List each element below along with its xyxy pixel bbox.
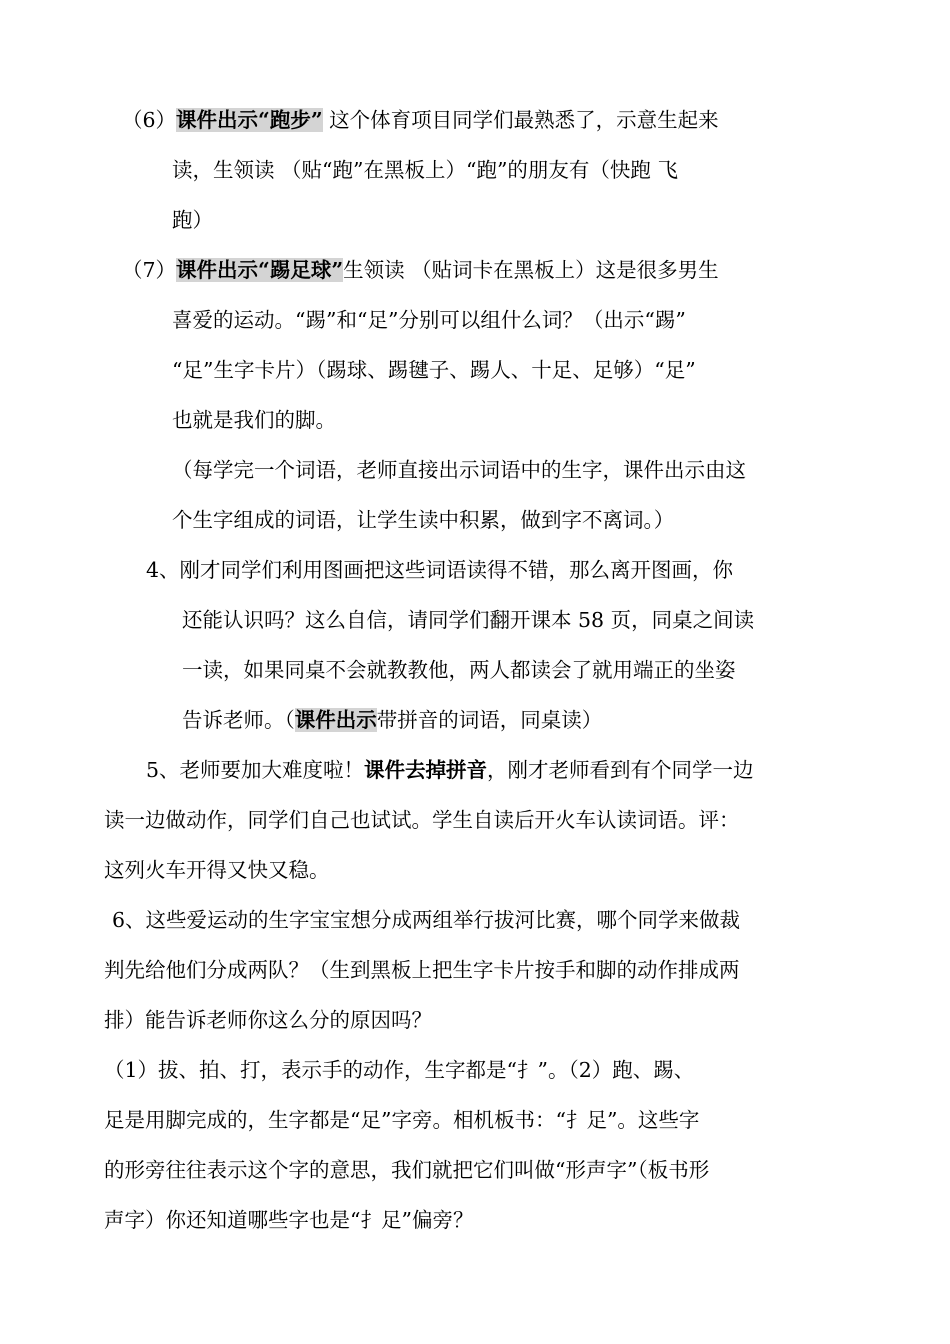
item7-number: （7） xyxy=(122,258,177,282)
step5-text-a: 5、老师要加大难度啦！ xyxy=(146,758,365,782)
item7-text1: 生领读 （贴词卡在黑板上）这是很多男生 xyxy=(343,258,719,282)
item7-line1 xyxy=(122,255,719,285)
explain-line2: 足是用脚完成的，生字都是“足”字旁。相机板书：“扌足”。这些字 xyxy=(104,1108,700,1132)
explain-line4: 声字）你还知道哪些字也是“扌足”偏旁？ xyxy=(104,1208,474,1232)
step4-line2: 还能认识吗？这么自信，请同学们翻开课本 58 页，同桌之间读 xyxy=(182,608,755,632)
note-line2: 个生字组成的词语，让学生读中积累，做到字不离词。） xyxy=(172,508,675,532)
item7-line4: 也就是我们的脚。 xyxy=(172,408,336,432)
note-line1: （每学完一个词语，老师直接出示词语中的生字，课件出示由这 xyxy=(172,458,746,482)
step5-line2: 读一边做动作，同学们自己也试试。学生自读后开火车认读词语。评： xyxy=(104,808,740,832)
step5-line3: 这列火车开得又快又稳。 xyxy=(104,858,330,882)
item6-line3: 跑） xyxy=(172,208,213,232)
item6-highlight: 课件出示“跑步” xyxy=(176,108,323,132)
step4-line3: 一读，如果同桌不会就教教他，两人都读会了就用端正的坐姿 xyxy=(182,658,736,682)
step4-line1: 4、刚才同学们利用图画把这些词语读得不错，那么离开图画，你 xyxy=(146,558,734,582)
step4-line4 xyxy=(182,705,602,735)
step6-line3: 排）能告诉老师你这么分的原因吗？ xyxy=(104,1008,432,1032)
step5-text-c: ，刚才老师看到有个同学一边 xyxy=(487,758,754,782)
item6-line1 xyxy=(122,105,719,135)
item7-line3: “足”生字卡片）（踢球、踢毽子、踢人、十足、足够）“足” xyxy=(172,358,696,382)
item7-line2: 喜爱的运动。“踢”和“足”分别可以组什么词？（出示“踢” xyxy=(172,308,686,332)
step6-line2: 判先给他们分成两队？（生到黑板上把生字卡片按手和脚的动作排成两 xyxy=(104,958,740,982)
step6-line1: 6、这些爱运动的生字宝宝想分成两组举行拔河比赛，哪个同学来做裁 xyxy=(112,908,741,932)
item6-number: （6） xyxy=(122,108,177,132)
explain-line3: 的形旁往往表示这个字的意思，我们就把它们叫做“形声字”（板书形 xyxy=(104,1158,710,1182)
step5-line1 xyxy=(146,755,754,785)
step4-text-b: 带拼音的词语，同桌读） xyxy=(376,708,603,732)
item6-line2: 读，生领读 （贴“跑”在黑板上）“跑”的朋友有（快跑 飞 xyxy=(172,158,678,182)
item7-highlight: 课件出示“踢足球” xyxy=(176,258,344,282)
step4-highlight: 课件出示 xyxy=(294,708,377,732)
explain-line1: （1）拔、拍、打，表示手的动作，生字都是“扌”。（2）跑、踢、 xyxy=(104,1058,695,1082)
item6-text1: 这个体育项目同学们最熟悉了，示意生起来 xyxy=(322,108,719,132)
step5-bold: 课件去掉拼音 xyxy=(364,758,488,782)
step4-text-a: 告诉老师。（ xyxy=(182,708,295,732)
